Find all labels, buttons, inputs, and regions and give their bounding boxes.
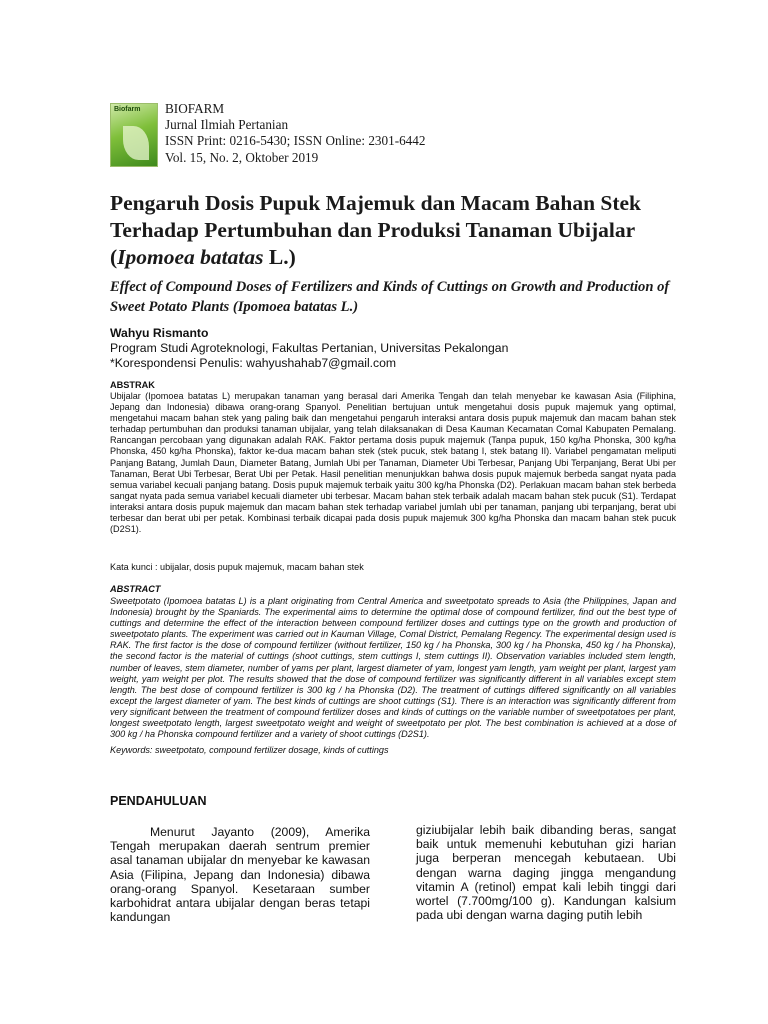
abstract-text: Sweetpotato (Ipomoea batatas L) is a plant originating from Central America and sweetpotato spreads to Asia (the Philippines, Japan and Indonesia) brought by the Spaniards. The experimental aims to determine the optimal dose of compound fertilizer, find out the best type of cuttings and determine the effect of the interaction between compound fertilizer doses and cuttings type on the growth and production of sweetpotato plants. The experiment was carried out in Kauman Village, Comal District, Pemalang Regency. The experimental design used is RAK. The first factor is the dose of compound fertilizer (without fertilizer, 150 kg / ha Phonska, 300 kg / ha Phonska, 450 kg / ha Phonska), the second factor is the material of cuttings (shoot cuttings, stem cuttings I, stem cuttings II). Observation variables included stem length, number of leaves, stem diameter, number of yams per plant, largest diameter of yam, longest yam length, yam weight per plant, largest yam weight, yam weight per plot. The results showed that the dose of compound fertilizer was significantly different in all variables except stem length. The best dose of compound fertilizer is 300 kg / ha Phonska (D2). The treatment of cuttings differed significantly on all variables except the largest diameter of yam. The best kinds of cuttings are shoot cuttings (S1). There is an interaction was significantly different from very significant between the treatment of compound fertilizer doses and kinds of cuttings on the variable number of sweetpotatoes per plant, longest sweetpotato length, largest sweetpotato weight and weight of sweetpotato per plot. The best combination is achieved at a dose of 300 kg / ha Phonska compound fertilizer and a variety of shoot cuttings (D2S1). bbox=[110, 596, 676, 740]
author-affiliation-block bbox=[110, 341, 508, 371]
leaf-icon bbox=[123, 126, 149, 160]
journal-issn: ISSN Print: 0216-5430; ISSN Online: 2301-6442 bbox=[165, 133, 426, 149]
paper-title bbox=[110, 190, 680, 271]
abstract-heading: ABSTRACT bbox=[110, 584, 161, 594]
paper-title-main: Pengaruh Dosis Pupuk Majemuk dan Macam Bahan Stek Terhadap Pertumbuhan dan Produksi Tanaman Ubijalar ( bbox=[110, 191, 642, 269]
author-name: Wahyu Rismanto bbox=[110, 326, 209, 340]
english-title: Effect of Compound Doses of Fertilizers and Kinds of Cuttings on Growth and Production of Sweet Potato Plants (Ipomoea batatas L.) bbox=[110, 279, 670, 315]
journal-name: BIOFARM bbox=[165, 101, 225, 116]
journal-header bbox=[165, 101, 425, 166]
author-affiliation: Program Studi Agroteknologi, Fakultas Pertanian, Universitas Pekalongan bbox=[110, 341, 509, 355]
abstrak-heading: ABSTRAK bbox=[110, 380, 155, 390]
author-correspondence: *Korespondensi Penulis: wahyushahab7@gmail.com bbox=[110, 356, 397, 370]
journal-volume: Vol. 15, No. 2, Oktober 2019 bbox=[165, 149, 319, 165]
introduction-right-column: giziubijalar lebih baik dibanding beras, sangat baik untuk memenuhi kebutuhan gizi harian juga berperan mencegah kebutaean. Ubi dengan warna daging jingga mengandung vitamin A (retinol) empat kali lebih tinggi dari wortel (7.700mg/100 g). Kandungan kalsium pada ubi dengan warna daging putih lebih bbox=[416, 823, 676, 923]
journal-cover-logo-text: Biofarm bbox=[114, 106, 141, 113]
abstrak-text: Ubijalar (Ipomoea batatas L) merupakan tanaman yang berasal dari Amerika Tengah dan telah menyebar ke kawasan Asia (Filiphina, Jepang dan Indonesia) dibawa orang-orang Spanyol. Penelitian bertujuan untuk mengetahui dosis pupuk majemuk yang optimal, mengetahui macam bahan stek yang paling baik dan mengetahui pengaruh interaksi antara dosis pupuk majemuk dan macam bahan stek terhadap pertumbuhan dan produksi tanaman ubijalar, yang telah dilaksanakan di Desa Kauman Kecamatan Comal Kabupaten Pemalang. Rancangan percobaan yang digunakan adalah RAK. Faktor pertama dosis pupuk majemuk (Tanpa pupuk, 150 kg/ha Phonska, 300 kg/ha Phonska, 450 kg/ha Phonska), faktor ke-dua macam bahan stek (stek pucuk, stek batang I, stek batang II). Variabel pengamatan meliputi Panjang Batang, Jumlah Daun, Diameter Batang, Jumlah Ubi per Tanaman, Diameter Ubi Terbesar, Panjang Ubi Terpanjang, Berat Ubi per Tanaman, Berat Ubi Terbesar, Berat Ubi per Petak. Hasil penelitian menunjukkan bahwa dosis pupuk majemuk berbeda sangat nyata pada semua variabel kecuali panjang batang. Dosis pupuk majemuk terbaik yaitu 300 kg/ha Phonska (D2). Perlakuan macam bahan stek berbeda sangat nyata pada semua variabel kecuali diameter ubi terbesar. Macam bahan stek terbaik adalah macam bahan stek pucuk (S1). Terdapat interaksi antara dosis pupuk majemuk dan macam bahan stek terhadap variabel jumlah ubi per tanaman, panjang ubi terpanjang, berat ubi terbesar dan berat ubi per petak. Kombinasi terbaik dicapai pada dosis pupuk majemuk 300 kg/ha Phonska dan macam bahan stek pucuk (D2S1). bbox=[110, 391, 676, 535]
paper-title-suffix: L.) bbox=[263, 245, 296, 269]
journal-subtitle: Jurnal Ilmiah Pertanian bbox=[165, 117, 289, 133]
abstract-keywords: Keywords: sweetpotato, compound fertilizer dosage, kinds of cuttings bbox=[110, 745, 389, 755]
abstrak-keywords: Kata kunci : ubijalar, dosis pupuk majemuk, macam bahan stek bbox=[110, 562, 364, 572]
journal-cover-image bbox=[110, 103, 158, 167]
introduction-left-column: Menurut Jayanto (2009), Amerika Tengah merupakan daerah sentrum premier asal tanaman ubijalar dn menyebar ke kawasan Asia (Filipina, Jepang dan Indonesia) dibawa orang-orang Spanyol. Kesetaraan sumber karbohidrat antara ubijalar dengan beras tetapi kandungan bbox=[110, 825, 370, 925]
paper-title-species: Ipomoea batatas bbox=[117, 245, 264, 269]
introduction-heading: PENDAHULUAN bbox=[110, 794, 207, 808]
